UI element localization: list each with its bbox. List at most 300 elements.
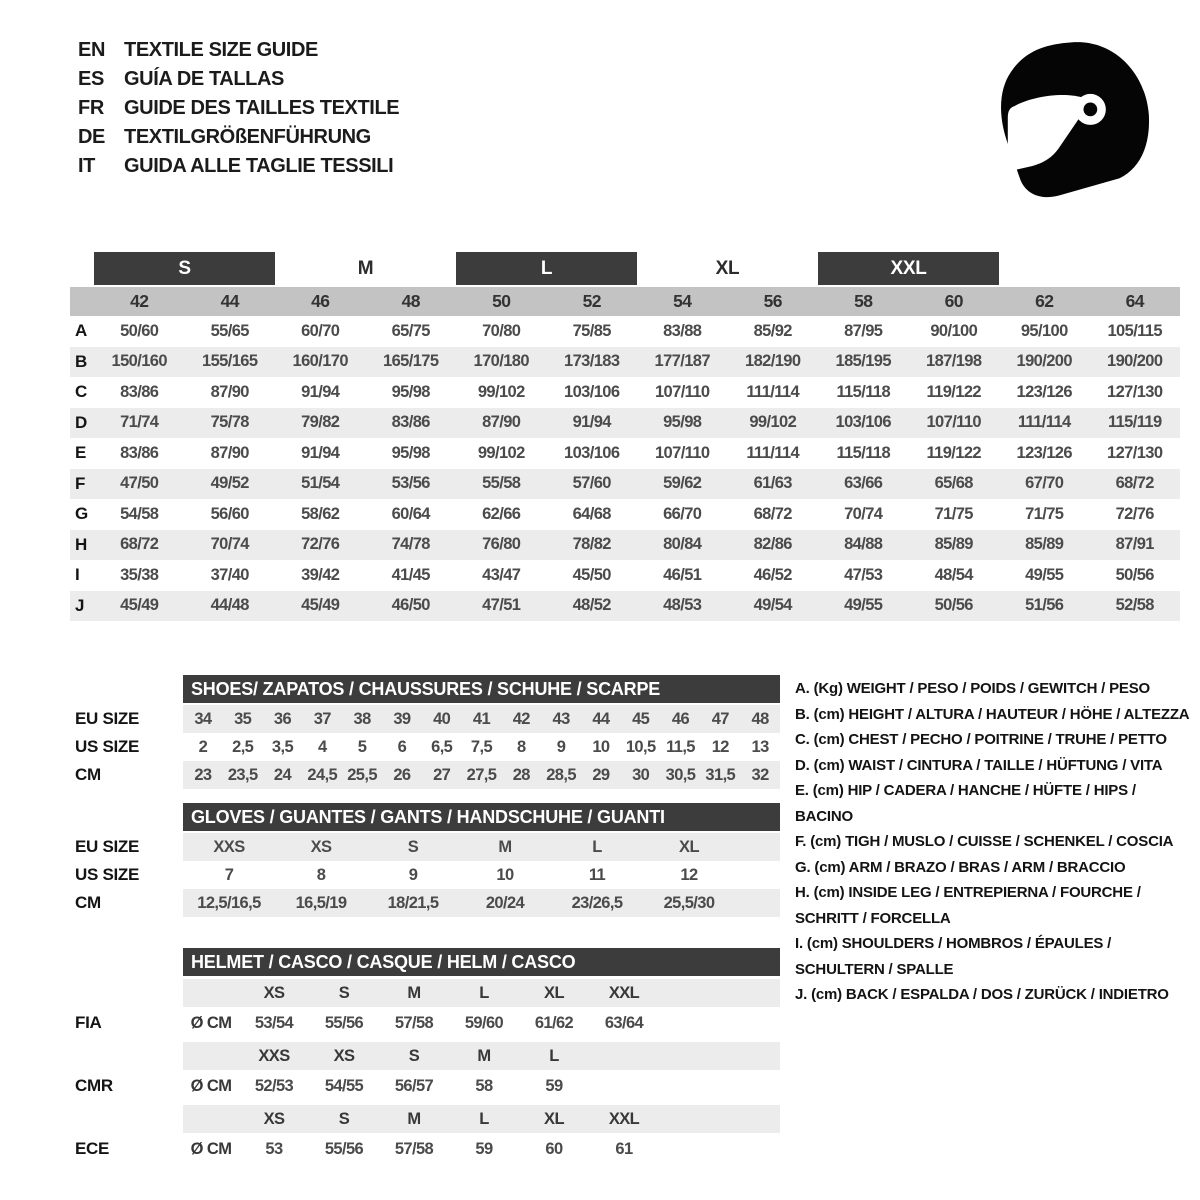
gloves-body xyxy=(70,833,780,917)
size-cell: 72/76 xyxy=(301,535,340,554)
helmet-sizes-row-fia xyxy=(70,979,780,1007)
size-cell: 80/84 xyxy=(663,535,702,554)
size-cell: 47/53 xyxy=(844,565,883,584)
size-cell: 95/98 xyxy=(391,382,430,401)
size-cell: 99/102 xyxy=(749,413,797,432)
helmet-value-cell: 55/56 xyxy=(324,1013,364,1032)
size-cell: 165/175 xyxy=(383,352,439,371)
size-col-52: 52 xyxy=(582,291,601,311)
row-filler xyxy=(659,979,780,1007)
helmet-size-label: M xyxy=(379,1105,449,1133)
shoes-cell: 25,5 xyxy=(342,761,382,789)
shoes-cell: 30,5 xyxy=(661,761,701,789)
shoes-cell: 6,5 xyxy=(431,737,453,756)
size-cell: 53/56 xyxy=(391,474,430,493)
size-col-corner xyxy=(70,287,94,316)
diameter-label: Ø CM xyxy=(190,1139,232,1158)
size-bar-xxl: XXL xyxy=(818,252,999,285)
size-cell: 71/74 xyxy=(120,413,159,432)
size-cell: 68/72 xyxy=(753,504,792,523)
gloves-cell: 18/21,5 xyxy=(367,889,459,917)
title-text: TEXTILGRÖßENFÜHRUNG xyxy=(124,126,371,148)
size-cell: 150/160 xyxy=(111,352,167,371)
size-cell: 43/47 xyxy=(482,565,521,584)
helmet-size-label: XS xyxy=(309,1042,379,1070)
legend-item-c: C. (cm) CHEST / PECHO / POITRINE / TRUHE / PETTO xyxy=(795,731,1167,748)
size-table-body xyxy=(70,316,1180,621)
row-label: US SIZE xyxy=(75,865,140,884)
title-line xyxy=(78,36,399,65)
row-label: F xyxy=(75,473,86,493)
row-label: EU SIZE xyxy=(75,709,140,728)
helmet-sizes-row-ece xyxy=(70,1105,780,1133)
size-row-f xyxy=(70,469,1180,500)
helmet-value-cell: 61/62 xyxy=(534,1013,574,1032)
shoes-cell: 42 xyxy=(501,705,541,733)
helmet-size-label: M xyxy=(379,979,449,1007)
size-cell: 107/110 xyxy=(926,413,982,432)
shoes-cell: 11,5 xyxy=(666,737,695,756)
helmet-value-cell: 61 xyxy=(615,1139,633,1158)
size-bar-xl: XL xyxy=(715,257,740,279)
size-cell: 49/52 xyxy=(210,474,249,493)
shoes-cell: 5 xyxy=(357,737,367,756)
legend-item-d: D. (cm) WAIST / CINTURA / TAILLE / HÜFTUNG / VITA xyxy=(795,756,1163,774)
helmet-value-cell: 53 xyxy=(265,1139,283,1158)
shoes-cell: 24,5 xyxy=(302,761,342,789)
helmet-size-label: S xyxy=(309,979,379,1007)
size-cell: 71/75 xyxy=(1025,504,1064,523)
size-row-e xyxy=(70,438,1180,469)
shoes-cell: 41 xyxy=(462,705,502,733)
size-cell: 115/118 xyxy=(836,443,891,462)
title-line xyxy=(78,152,399,181)
diameter-spacer xyxy=(183,1042,239,1070)
size-cell: 64/68 xyxy=(572,504,611,523)
shoes-cell: 9 xyxy=(556,737,566,756)
diameter-spacer xyxy=(183,1105,239,1133)
size-cell: 173/183 xyxy=(564,352,620,371)
gloves-cell: XS xyxy=(275,833,367,861)
shoes-cell: 43 xyxy=(541,705,581,733)
helmet-value-cell: 58 xyxy=(475,1076,493,1095)
language-code: IT xyxy=(78,155,95,177)
helmet-value-cell: 55/56 xyxy=(324,1139,364,1158)
title-text: GUIDA ALLE TAGLIE TESSILI xyxy=(124,155,394,177)
helmet-value-cell: 59 xyxy=(475,1139,493,1158)
size-cell: 190/200 xyxy=(1107,352,1163,371)
helmet-values-row-fia xyxy=(70,1007,780,1039)
helmet-value-cell: 60 xyxy=(545,1139,563,1158)
size-bar-l: L xyxy=(456,252,637,285)
size-col-46: 46 xyxy=(311,291,330,311)
size-cell: 83/86 xyxy=(120,443,159,462)
size-cell: 65/75 xyxy=(391,321,430,340)
size-cell: 54/58 xyxy=(120,504,159,523)
size-cell: 48/54 xyxy=(934,565,973,584)
legend-item-f: F. (cm) TIGH / MUSLO / CUISSE / SCHENKEL / COSCIA xyxy=(795,833,1174,850)
size-cell: 79/82 xyxy=(301,413,340,432)
size-cell: 115/119 xyxy=(1107,413,1162,432)
row-filler xyxy=(659,1133,780,1165)
legend-item-h: H. (cm) INSIDE LEG / ENTREPIERNA / FOURCHE / SCHRITT / FORCELLA xyxy=(795,884,1141,927)
legend-item-i: I. (cm) SHOULDERS / HOMBROS / ÉPAULES / SCHULTERN / SPALLE xyxy=(795,935,1112,978)
size-cell: 91/94 xyxy=(301,443,340,462)
size-cell: 111/114 xyxy=(1017,413,1071,432)
shoes-cell: 29 xyxy=(581,761,621,789)
helmet-size-label: M xyxy=(449,1042,519,1070)
size-bar-spacer-right xyxy=(999,252,1090,285)
size-cell: 87/91 xyxy=(1115,535,1154,554)
helmet-size-label: XXL xyxy=(589,1105,659,1133)
standard-label: ECE xyxy=(75,1139,110,1158)
row-filler xyxy=(659,1042,780,1070)
shoes-cell: 2 xyxy=(198,737,208,756)
size-col-56: 56 xyxy=(763,291,782,311)
shoes-cell: 23 xyxy=(183,761,223,789)
size-cell: 127/130 xyxy=(1107,382,1163,401)
size-cell: 44/48 xyxy=(210,596,249,615)
size-cell: 70/80 xyxy=(482,321,521,340)
row-label: C xyxy=(75,382,88,402)
size-cell: 46/50 xyxy=(391,596,430,615)
shoes-cell: 28,5 xyxy=(541,761,581,789)
size-cell: 103/106 xyxy=(564,382,620,401)
shoes-cell: 12 xyxy=(711,737,729,756)
shoes-body xyxy=(70,705,780,789)
row-filler xyxy=(659,1070,780,1102)
shoes-cell: 23,5 xyxy=(223,761,263,789)
diameter-label: Ø CM xyxy=(190,1076,232,1095)
size-row-d xyxy=(70,408,1180,439)
shoes-cell: 47 xyxy=(700,705,740,733)
size-cell: 50/56 xyxy=(934,596,973,615)
size-row-i xyxy=(70,560,1180,591)
shoes-table xyxy=(70,675,780,789)
size-cell: 70/74 xyxy=(844,504,883,523)
shoes-cell: 45 xyxy=(621,705,661,733)
size-cell: 115/118 xyxy=(836,382,891,401)
row-label: A xyxy=(75,321,88,341)
size-cell: 35/38 xyxy=(120,565,159,584)
size-cell: 87/90 xyxy=(210,443,249,462)
size-cell: 177/187 xyxy=(654,352,710,371)
helmet-value-cell: 54/55 xyxy=(324,1076,364,1095)
gloves-cell: M xyxy=(459,833,551,861)
gloves-cell: 9 xyxy=(408,865,418,884)
helmet-body xyxy=(70,979,780,1165)
shoes-cell: 32 xyxy=(740,761,780,789)
shoes-cell: 7,5 xyxy=(470,737,493,756)
size-col-64: 64 xyxy=(1125,291,1144,311)
size-row-j xyxy=(70,591,1180,622)
shoes-cell: 48 xyxy=(740,705,780,733)
size-cell: 67/70 xyxy=(1025,474,1064,493)
helmet-size-label: L xyxy=(449,979,519,1007)
size-cell: 85/89 xyxy=(934,535,973,554)
row-label: E xyxy=(75,443,87,463)
row-filler xyxy=(659,1105,780,1133)
size-col-48: 48 xyxy=(401,291,420,311)
helmet-header: HELMET / CASCO / CASQUE / HELM / CASCO xyxy=(183,948,780,976)
size-col-58: 58 xyxy=(854,291,873,311)
language-code: DE xyxy=(78,126,105,148)
shoes-cell: 10 xyxy=(592,737,610,756)
size-col-62: 62 xyxy=(1035,291,1054,311)
title-line xyxy=(78,65,399,94)
language-code: ES xyxy=(78,68,104,90)
helmet-size-label: L xyxy=(519,1042,589,1070)
shoes-cell: 4 xyxy=(318,737,327,756)
legend-item-e: E. (cm) HIP / CADERA / HANCHE / HÜFTE / HIPS / BACINO xyxy=(795,782,1136,825)
shoes-cell: 27 xyxy=(422,761,462,789)
size-cell: 185/195 xyxy=(835,352,891,371)
size-col-54: 54 xyxy=(673,291,692,311)
size-cell: 85/92 xyxy=(753,321,792,340)
helmet-values-row-cmr xyxy=(70,1070,780,1102)
size-cell: 111/114 xyxy=(746,382,800,401)
row-label: G xyxy=(75,504,89,524)
shoes-cell: 24 xyxy=(263,761,303,789)
helmet-sizes-row-cmr xyxy=(70,1042,780,1070)
shoes-cell: 10,5 xyxy=(625,737,656,756)
size-cell: 74/78 xyxy=(391,535,430,554)
size-cell: 49/55 xyxy=(1025,565,1064,584)
helmet-size-label: XS xyxy=(239,979,309,1007)
size-cell: 99/102 xyxy=(477,443,525,462)
gutter-spacer xyxy=(70,1105,183,1133)
size-cell: 123/126 xyxy=(1016,443,1072,462)
title-line xyxy=(78,123,399,152)
size-col-50: 50 xyxy=(492,291,511,311)
gloves-cell: 12 xyxy=(680,865,698,884)
size-cell: 60/70 xyxy=(301,321,340,340)
shoes-cell: 30 xyxy=(621,761,661,789)
row-label: H xyxy=(75,534,88,554)
helmet-value-cell: 52/53 xyxy=(254,1076,294,1095)
shoes-row-eu-size xyxy=(70,705,780,733)
size-cell: 70/74 xyxy=(210,535,249,554)
size-bar-s: S xyxy=(94,252,275,285)
shoes-cell: 26 xyxy=(382,761,422,789)
size-cell: 45/50 xyxy=(572,565,611,584)
gloves-cell: 11 xyxy=(588,865,606,884)
title-text: GUIDE DES TAILLES TEXTILE xyxy=(124,97,400,119)
size-cell: 46/52 xyxy=(753,565,792,584)
standard-label: FIA xyxy=(75,1013,102,1032)
legend-item-b: B. (cm) HEIGHT / ALTURA / HAUTEUR / HÖHE / ALTEZZA xyxy=(795,705,1190,723)
size-cell: 91/94 xyxy=(572,413,611,432)
size-cell: 47/50 xyxy=(120,474,159,493)
helmet-size-label: S xyxy=(379,1042,449,1070)
size-cell: 57/60 xyxy=(572,474,611,493)
size-cell: 56/60 xyxy=(210,504,249,523)
size-cell: 62/66 xyxy=(482,504,521,523)
size-cell: 87/95 xyxy=(844,321,883,340)
size-cell: 49/55 xyxy=(844,596,883,615)
size-cell: 51/56 xyxy=(1025,596,1064,615)
title-text: GUÍA DE TALLAS xyxy=(124,68,284,90)
gloves-cell: 12,5/16,5 xyxy=(183,889,275,917)
size-cell: 65/68 xyxy=(934,474,973,493)
legend-item-a: A. (Kg) WEIGHT / PESO / POIDS / GEWITCH / PESO xyxy=(795,680,1150,697)
row-label: EU SIZE xyxy=(75,837,140,856)
shoes-cell: 6 xyxy=(397,737,407,756)
size-cell: 87/90 xyxy=(482,413,521,432)
gloves-header: GLOVES / GUANTES / GANTS / HANDSCHUHE / GUANTI xyxy=(183,803,780,831)
size-row-b xyxy=(70,347,1180,378)
size-cell: 82/86 xyxy=(753,535,792,554)
size-cell: 87/90 xyxy=(210,382,249,401)
standard-label: CMR xyxy=(75,1076,113,1095)
size-cell: 59/62 xyxy=(663,474,702,493)
helmet-size-label xyxy=(589,1042,659,1070)
size-cell: 55/65 xyxy=(210,321,249,340)
row-label: I xyxy=(75,565,80,585)
main-size-table xyxy=(70,252,1180,621)
helmet-size-label: S xyxy=(309,1105,379,1133)
shoes-header: SHOES/ ZAPATOS / CHAUSSURES / SCHUHE / SCARPE xyxy=(183,675,780,703)
size-cell: 58/62 xyxy=(301,504,340,523)
gloves-row-us-size xyxy=(70,861,780,889)
row-filler xyxy=(735,833,780,861)
row-label: CM xyxy=(75,765,101,784)
size-bars-row xyxy=(70,252,1180,285)
shoes-cell: 38 xyxy=(342,705,382,733)
helmet-size-label: L xyxy=(449,1105,519,1133)
row-label: B xyxy=(75,351,88,371)
measurement-legend xyxy=(795,676,1193,1008)
helmet-value-cell: 59 xyxy=(545,1076,563,1095)
size-cell: 68/72 xyxy=(120,535,159,554)
size-cell: 45/49 xyxy=(120,596,159,615)
row-label: CM xyxy=(75,893,101,912)
size-row-a xyxy=(70,316,1180,347)
size-col-44: 44 xyxy=(220,291,239,311)
size-cell: 123/126 xyxy=(1016,382,1072,401)
shoes-cell: 40 xyxy=(422,705,462,733)
size-cell: 46/51 xyxy=(663,565,702,584)
gloves-cell: 10 xyxy=(496,865,514,884)
shoes-row-us-size xyxy=(70,733,780,761)
gloves-table xyxy=(70,803,780,917)
size-cell: 99/102 xyxy=(477,382,525,401)
size-cell: 63/66 xyxy=(844,474,883,493)
row-filler xyxy=(735,889,780,917)
gloves-cell: 7 xyxy=(224,865,234,884)
size-cell: 83/86 xyxy=(391,413,430,432)
size-cell: 50/60 xyxy=(120,321,159,340)
size-cell: 52/58 xyxy=(1115,596,1154,615)
size-cell: 160/170 xyxy=(292,352,348,371)
size-cell: 107/110 xyxy=(654,443,710,462)
shoes-row-cm xyxy=(70,761,780,789)
row-label: D xyxy=(75,412,88,432)
title-text: TEXTILE SIZE GUIDE xyxy=(124,39,318,61)
gloves-cell: 20/24 xyxy=(459,889,551,917)
size-cell: 103/106 xyxy=(564,443,620,462)
size-cell: 71/75 xyxy=(934,504,973,523)
size-cell: 90/100 xyxy=(930,321,978,340)
size-row-g xyxy=(70,499,1180,530)
shoes-cell: 3,5 xyxy=(271,737,294,756)
helmet-value-cell: 56/57 xyxy=(394,1076,434,1095)
size-cell: 84/88 xyxy=(844,535,883,554)
size-cell: 190/200 xyxy=(1016,352,1072,371)
size-cell: 83/88 xyxy=(663,321,702,340)
helmet-value-cell: 57/58 xyxy=(394,1139,434,1158)
gloves-cell: XL xyxy=(643,833,735,861)
size-cell: 83/86 xyxy=(120,382,159,401)
size-col-42: 42 xyxy=(130,291,149,311)
gloves-cell: 8 xyxy=(316,865,326,884)
size-cell: 75/85 xyxy=(572,321,611,340)
helmet-size-label: XL xyxy=(519,979,589,1007)
size-cell: 45/49 xyxy=(301,596,340,615)
gloves-cell: 25,5/30 xyxy=(643,889,735,917)
gutter-spacer xyxy=(70,979,183,1007)
size-cell: 61/63 xyxy=(753,474,792,493)
size-cell: 49/54 xyxy=(753,596,792,615)
helmet-value-cell: 59/60 xyxy=(464,1013,504,1032)
shoes-cell: 31,5 xyxy=(700,761,740,789)
size-cell: 37/40 xyxy=(210,565,249,584)
row-label: J xyxy=(75,595,85,615)
diameter-spacer xyxy=(183,979,239,1007)
shoes-cell: 39 xyxy=(382,705,422,733)
size-cell: 170/180 xyxy=(473,352,529,371)
size-cell: 39/42 xyxy=(301,565,340,584)
size-cell: 51/54 xyxy=(301,474,340,493)
size-cell: 155/165 xyxy=(202,352,258,371)
helmet-size-label: XS xyxy=(239,1105,309,1133)
size-cell: 187/198 xyxy=(926,352,982,371)
size-cell: 68/72 xyxy=(1115,474,1154,493)
size-cell: 95/98 xyxy=(663,413,702,432)
gloves-cell: 23/26,5 xyxy=(551,889,643,917)
size-cell: 111/114 xyxy=(746,443,800,462)
size-cell: 95/98 xyxy=(391,443,430,462)
size-cell: 78/82 xyxy=(572,535,611,554)
gloves-row-eu-size xyxy=(70,833,780,861)
row-label: US SIZE xyxy=(75,737,140,756)
language-code: FR xyxy=(78,97,104,119)
shoes-cell: 27,5 xyxy=(462,761,502,789)
size-cell: 103/106 xyxy=(835,413,891,432)
language-code: EN xyxy=(78,39,105,61)
size-cell: 85/89 xyxy=(1025,535,1064,554)
helmet-table xyxy=(70,948,780,1165)
size-cell: 47/51 xyxy=(482,596,521,615)
helmet-icon xyxy=(982,36,1154,200)
size-cell: 119/122 xyxy=(926,443,982,462)
gutter-spacer xyxy=(70,1042,183,1070)
shoes-cell: 8 xyxy=(517,737,526,756)
legend-item-g: G. (cm) ARM / BRAZO / BRAS / ARM / BRACCIO xyxy=(795,858,1126,876)
row-filler xyxy=(659,1007,780,1039)
gloves-row-cm xyxy=(70,889,780,917)
helmet-value-cell: 63/64 xyxy=(604,1013,644,1032)
diameter-label: Ø CM xyxy=(190,1013,232,1032)
gloves-cell: XXS xyxy=(183,833,275,861)
size-cell: 41/45 xyxy=(391,565,430,584)
size-cell: 91/94 xyxy=(301,382,340,401)
size-cell: 50/56 xyxy=(1115,565,1154,584)
gloves-cell: L xyxy=(551,833,643,861)
shoes-cell: 34 xyxy=(183,705,223,733)
shoes-cell: 46 xyxy=(661,705,701,733)
size-cell: 48/53 xyxy=(663,596,702,615)
